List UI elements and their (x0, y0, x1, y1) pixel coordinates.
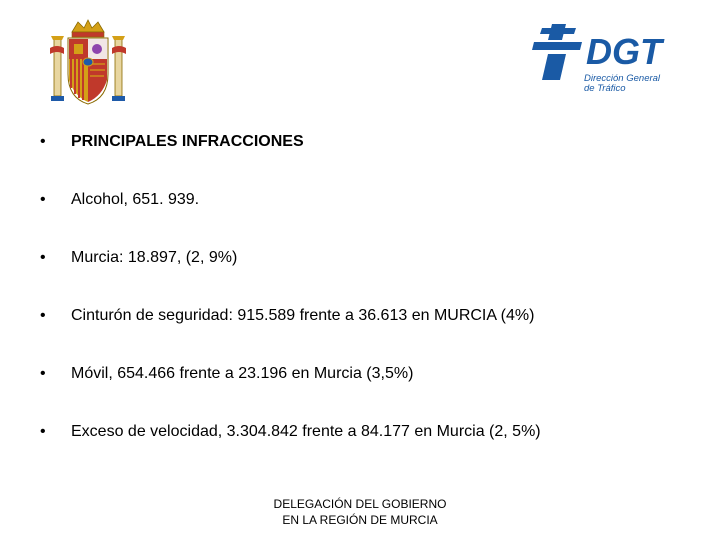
list-item-text: PRINCIPALES INFRACCIONES (71, 133, 304, 150)
bullet-dot: • (40, 249, 46, 266)
infractions-list (40, 132, 700, 480)
list-item-text: Alcohol, 651. 939. (71, 191, 200, 208)
coat-of-arms-logo (46, 18, 130, 108)
list-item-text: Móvil, 654.466 frente a 23.196 en Murcia (3,5%) (71, 365, 414, 382)
list-item-heading (40, 132, 700, 152)
dgt-subtitle-line2: de Tráfico (584, 83, 626, 94)
bullet-dot: • (40, 307, 46, 324)
list-item-text: Exceso de velocidad, 3.304.842 frente a 84.177 en Murcia (2, 5%) (71, 423, 541, 440)
list-item-speeding (40, 422, 700, 442)
bullet-dot: • (40, 191, 46, 208)
dgt-subtitle-line1: Dirección General (584, 73, 661, 84)
footer-line1: DELEGACIÓN DEL GOBIERNO (273, 497, 447, 511)
bullet-dot: • (40, 133, 46, 150)
footer-line2: EN LA REGIÓN DE MURCIA (282, 513, 438, 527)
dgt-subtitle (584, 74, 660, 94)
list-item-text: Murcia: 18.897, (2, 9%) (71, 249, 238, 266)
list-item-mobile (40, 364, 700, 384)
list-item-text: Cinturón de seguridad: 915.589 frente a 36.613 en MURCIA (4%) (71, 307, 535, 324)
bullet-dot: • (40, 365, 46, 382)
list-item-alcohol (40, 190, 700, 210)
list-item-seatbelt (40, 306, 700, 326)
bullet-dot: • (40, 423, 46, 440)
list-item-murcia (40, 248, 700, 268)
footer (230, 496, 490, 528)
dgt-brand-text: DGT (586, 31, 662, 72)
